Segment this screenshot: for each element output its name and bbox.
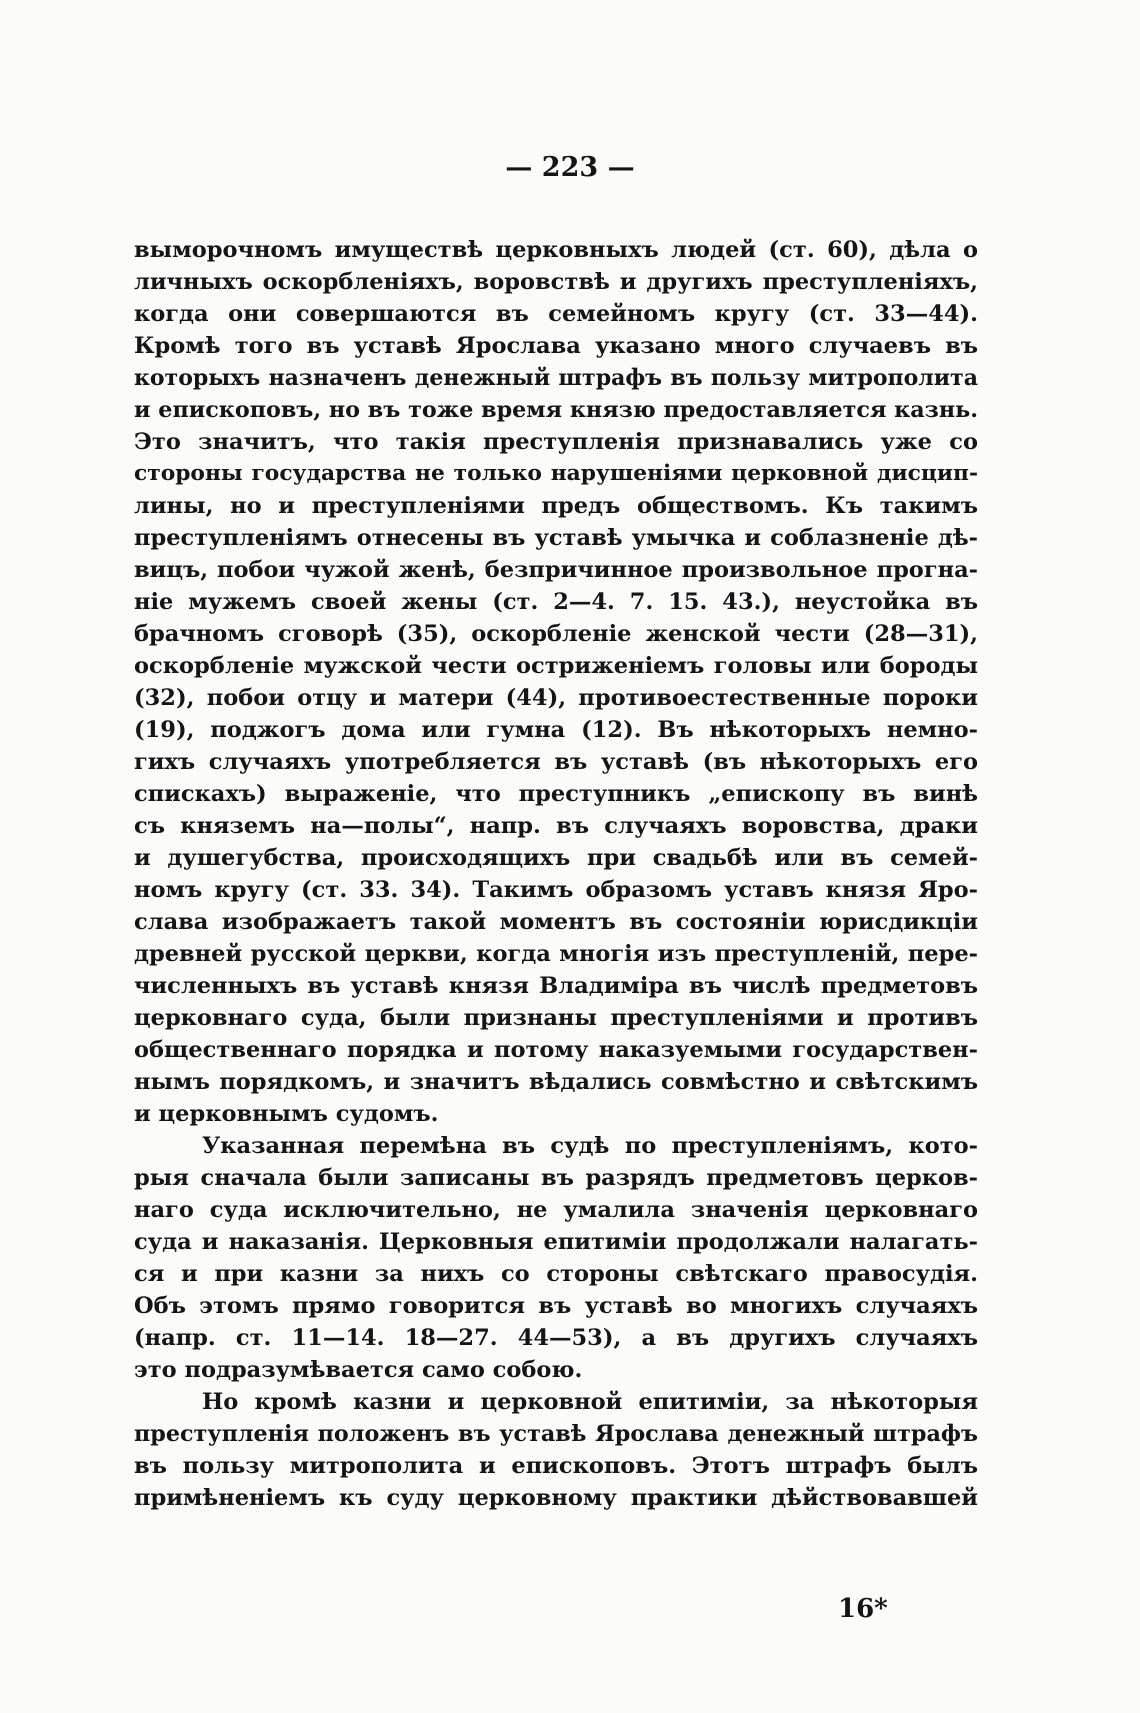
text-line: которыхъ назначенъ денежный штрафъ въ пользу митрополита [134,365,978,391]
text-line: (напр. ст. 11—14. 18—27. 44—53), а въ другихъ случаяхъ [134,1325,978,1351]
text-line: это подразумѣвается само собою. [134,1357,583,1383]
text-line: Кромѣ того въ уставѣ Ярослава указано много случаевъ въ [134,333,978,359]
text-line: и церковнымъ судомъ. [134,1101,439,1127]
text-line: спискахъ) выраженіе, что преступникъ „епископу въ винѣ [134,781,978,807]
text-line: древней русской церкви, когда многія изъ преступленій, пере- [134,941,978,967]
text-line: оскорбленіе мужской чести остриженіемъ головы или бороды [134,653,978,679]
text-line: общественнаго порядка и потому наказуемыми государствен- [134,1037,978,1063]
text-line: (19), поджогъ дома или гумна (12). Въ нѣкоторыхъ немно- [134,717,978,743]
text-line: наго суда исключительно, не умалила значенія церковнаго [134,1197,978,1223]
text-line: лины, но и преступленіями предъ обществомъ. Къ такимъ [134,493,978,519]
text-line: примѣненіемъ къ суду церковному практики дѣйствовавшей [134,1485,978,1511]
text-line: Объ этомъ прямо говорится въ уставѣ во многихъ случаяхъ [134,1293,978,1319]
text-line: гихъ случаяхъ употребляется въ уставѣ (въ нѣкоторыхъ его [134,749,978,775]
text-line: когда они совершаются въ семейномъ кругу (ст. 33—44). [134,301,978,327]
text-line: и епископовъ, но въ тоже время князю предоставляется казнь. [134,397,978,423]
text-line: Указанная перемѣна въ судѣ по преступленіямъ, кото- [202,1133,978,1159]
text-line: съ княземъ на—полы“, напр. въ случаяхъ воровства, драки [134,813,978,839]
text-line: и душегубства, происходящихъ при свадьбѣ или въ семей- [134,845,978,871]
text-line: преступленіямъ отнесены въ уставѣ умычка и соблазненіе дѣ- [134,525,978,551]
text-line: въ пользу митрополита и епископовъ. Этотъ штрафъ былъ [134,1453,978,1479]
text-line: преступленія положенъ въ уставѣ Ярослава денежный штрафъ [134,1421,978,1447]
text-line: численныхъ въ уставѣ князя Владиміра въ числѣ предметовъ [134,973,978,999]
signature-mark: 16* [838,1594,888,1624]
body-text [134,234,978,1514]
page-number: — 223 — [505,152,635,183]
text-line: личныхъ оскорбленіяхъ, воровствѣ и другихъ преступленіяхъ, [134,269,978,295]
text-line: стороны государства не только нарушеніями церковной дисцип- [134,461,978,486]
text-line: церковнаго суда, были признаны преступленіями и противъ [134,1005,978,1031]
text-line: нымъ порядкомъ, и значитъ вѣдались совмѣстно и свѣтскимъ [134,1069,978,1095]
text-line: номъ кругу (ст. 33. 34). Такимъ образомъ уставъ князя Яро- [134,877,978,903]
text-line: Но кромѣ казни и церковной епитиміи, за нѣкоторыя [202,1389,978,1415]
text-line: суда и наказанія. Церковныя епитиміи продолжали налагать- [134,1229,978,1255]
text-line: слава изображаетъ такой моментъ въ состояніи юрисдикціи [134,909,978,935]
text-line: выморочномъ имуществѣ церковныхъ людей (ст. 60), дѣла о [134,237,978,263]
text-line: Это значитъ, что такія преступленія признавались уже со [134,429,978,455]
text-line: ся и при казни за нихъ со стороны свѣтскаго правосудія. [134,1261,978,1287]
text-line: (32), побои отцу и матери (44), противоестественные пороки [134,685,978,711]
text-line: брачномъ сговорѣ (35), оскорбленіе женской чести (28—31), [134,621,978,647]
text-line: ніе мужемъ своей жены (ст. 2—4. 7. 15. 43.), неустойка въ [134,589,978,615]
text-line: рыя сначала были записаны въ разрядъ предметовъ церков- [134,1165,978,1191]
text-line: вицъ, побои чужой женѣ, безпричинное произвольное прогна- [134,557,978,583]
